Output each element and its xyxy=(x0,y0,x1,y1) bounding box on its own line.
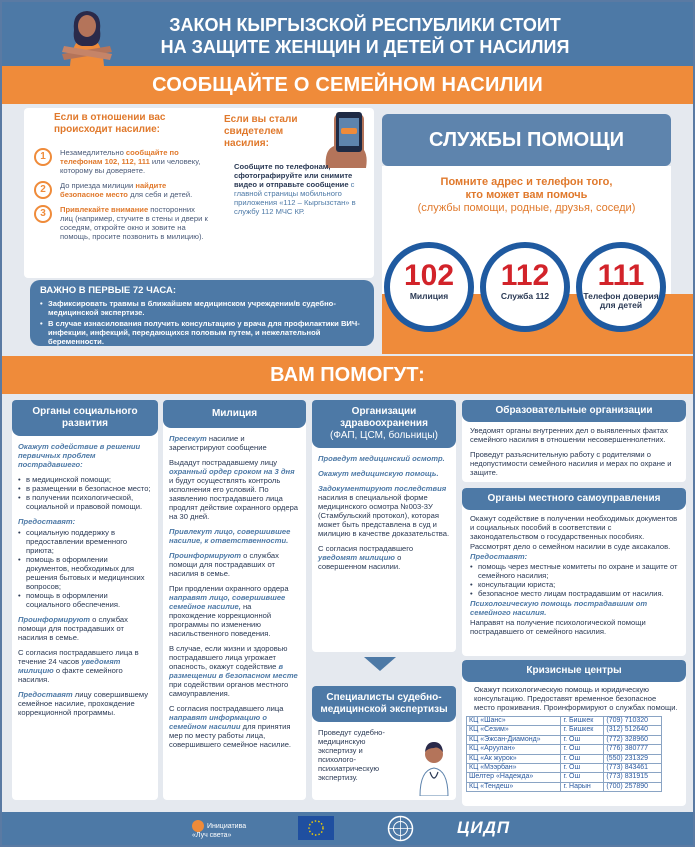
step-text: для себя и детей. xyxy=(127,190,193,199)
page-title xyxy=(120,14,610,58)
center-phone[interactable]: (773) 831915 xyxy=(604,773,662,782)
health-column xyxy=(312,400,456,652)
services-title: СЛУЖБЫ ПОМОЩИ xyxy=(382,114,671,166)
text-highlight: уведомят милицию xyxy=(318,553,395,562)
police-p5 xyxy=(169,584,300,638)
violence-panel xyxy=(24,108,374,278)
text-highlight: направят лицо, совершившее семейное насилие, xyxy=(169,593,286,611)
social-p2: Предоставят: xyxy=(18,517,76,526)
center-phone[interactable]: (776) 380777 xyxy=(604,745,662,754)
doctor-illustration-icon xyxy=(416,736,452,796)
footer-logos xyxy=(2,812,693,845)
text-plain: на прохождение коррекционной программы по изменению насильственного поведения. xyxy=(169,602,272,638)
text-plain: для принятия мер по месту работы лица, совершившего семейное насилие. xyxy=(169,722,292,749)
step-text: посторонних лиц (например, стучите в стены и двери к соседям, откройте окно и зовите на помощь, просите позвонить в милицию). xyxy=(60,205,208,241)
crisis-body xyxy=(462,682,686,716)
police-p7 xyxy=(169,704,300,749)
health-title xyxy=(312,400,456,448)
local-p5: Направят на получение психологической помощи пострадавшего от семейного насилия. xyxy=(470,618,646,636)
crisis-center-row xyxy=(467,745,662,754)
text-highlight: уведомят милицию xyxy=(18,657,121,675)
phone-112-circle xyxy=(480,242,570,332)
phone-111-circle xyxy=(576,242,666,332)
step-highlight: Привлекайте внимание xyxy=(60,205,149,214)
phone-label: Телефон доверия для детей xyxy=(583,291,659,310)
center-name: КЦ «Эжсан-Диамонд» xyxy=(467,735,561,744)
center-city: г. Бишкек xyxy=(561,717,604,726)
important-item: • Зафиксировать травмы в ближайшем медицинском учреждении/в судебно-медицинской экспертизе. xyxy=(40,299,364,317)
step-number: 1 xyxy=(34,148,52,166)
title-line-2: НА ЗАЩИТЕ ЖЕНЩИН И ДЕТЕЙ ОТ НАСИЛИЯ xyxy=(160,37,570,57)
step-2 xyxy=(30,181,210,199)
phone-102-circle xyxy=(384,242,474,332)
police-body xyxy=(163,428,306,761)
step-number: 3 xyxy=(34,205,52,223)
crisis-title: Кризисные центры xyxy=(462,660,686,682)
list-item: • в размещении в безопасное место; xyxy=(18,484,152,493)
center-phone[interactable]: (709) 710320 xyxy=(604,717,662,726)
phone-label: Служба 112 xyxy=(500,291,550,301)
text-plain: о службах помощи для пострадавших от насилия в семье. xyxy=(18,615,128,642)
center-phone[interactable]: (312) 512640 xyxy=(604,726,662,735)
reminder-sub: (службы помощи, родные, друзья, соседи) xyxy=(417,202,636,214)
police-p4 xyxy=(169,551,300,578)
crisis-center-row xyxy=(467,754,662,763)
education-p1: Уведомят органы внутренних дел о выявленных фактах семейного насилия в отношении несовершеннолетних. xyxy=(470,426,668,444)
text-highlight: Проинформируют xyxy=(169,551,241,560)
education-body xyxy=(462,422,686,482)
social-body xyxy=(12,436,158,729)
text-highlight: Задокументируют последствия xyxy=(318,484,447,493)
social-title: Органы социального развития xyxy=(12,400,158,436)
health-body xyxy=(312,448,456,583)
center-name: КЦ «Сезим» xyxy=(467,726,561,735)
police-p3: Привлекут лицо, совершившее насилие, к ответственности. xyxy=(169,527,291,545)
social-development-column xyxy=(12,400,158,800)
list-item: • консультации юриста; xyxy=(470,580,678,589)
step-1 xyxy=(30,148,210,175)
crisis-centers-block xyxy=(462,660,686,806)
list-item: • в получении психологической, социальной и правовой помощи. xyxy=(18,493,152,511)
text-plain: насилия в специальной форме медицинского осмотра №003-3У (Стамбульский протокол), которая может быть представлена в суд и милицию в качестве доказательства. xyxy=(318,493,450,538)
social-p1: Окажут содействие в решении первичных проблем пострадавшего: xyxy=(18,442,141,469)
list-item: • помощь через местные комитеты по охране и защите от семейного насилия; xyxy=(470,562,678,580)
step-text: или человеку, которому вы доверяете. xyxy=(60,157,201,175)
text-highlight: направят информацию о семейном насилии xyxy=(169,713,267,731)
header xyxy=(2,2,693,66)
forensic-title: Специалисты судебно-медицинской экспертизы xyxy=(312,686,456,722)
police-p1 xyxy=(169,434,300,452)
reminder-line: Помните адрес и телефон того, xyxy=(440,176,613,188)
police-title: Милиция xyxy=(163,400,306,428)
education-block xyxy=(462,400,686,482)
witness-heading: Если вы стали свидетелем насилия: xyxy=(224,114,298,149)
forensic-body xyxy=(312,722,402,794)
list-item: • помощь в оформлении социального обеспечения. xyxy=(18,591,152,609)
local-body xyxy=(462,510,686,646)
social-p3 xyxy=(18,615,152,642)
arrow-down-icon xyxy=(364,657,396,671)
text-highlight: Пресекут xyxy=(169,434,207,443)
text-plain: насилие и зарегистрируют сообщение xyxy=(169,434,267,452)
health-subtitle: (ФАП, ЦСМ, больницы) xyxy=(330,430,438,441)
crisis-center-row xyxy=(467,717,662,726)
woman-illustration-icon xyxy=(52,8,122,66)
education-title: Образовательные организации xyxy=(462,400,686,422)
crisis-center-row xyxy=(467,773,662,782)
social-p4 xyxy=(18,648,152,684)
police-p6 xyxy=(169,644,300,698)
text-plain: о службах помощи для пострадавших от насилия в семье. xyxy=(169,551,279,578)
text-highlight: в размещении в безопасном месте xyxy=(169,662,298,680)
center-name: КЦ «Шанс» xyxy=(467,717,561,726)
center-name: КЦ «Аруулан» xyxy=(467,745,561,754)
text-highlight: охранный ордер сроком на 3 дня xyxy=(169,467,295,476)
social-p5 xyxy=(18,690,152,717)
violence-heading: Если в отношении вас происходит насилие: xyxy=(54,112,166,135)
list-item: • в медицинской помощи; xyxy=(18,475,152,484)
step-highlight: найдите безопасное место xyxy=(60,181,167,199)
forensic-column xyxy=(312,686,456,800)
local-p1: Окажут содействие в получении необходимых документов и социальных пособий в соответствии с законодательством о государственных пособиях. xyxy=(470,514,678,541)
crisis-text: Окажут психологическую помощь и юридическую консультацию. Предоставят временное безопасное место проживания. Проинформируют о службах помощи. xyxy=(474,685,678,712)
step-text: Незамедлительно xyxy=(60,148,126,157)
step-highlight: сообщайте по телефонам 102, 112, 111 xyxy=(60,148,179,166)
health-title-text: Организации здравоохранения xyxy=(340,406,428,429)
social-list-2 xyxy=(18,528,152,609)
center-name: КЦ «Тендеш» xyxy=(467,782,561,791)
text-plain: Выдадут пострадавшему лицу xyxy=(169,458,278,467)
phone-hand-icon xyxy=(320,110,370,168)
center-city: г. Ош xyxy=(561,735,604,744)
center-name: КЦ «Ак журок» xyxy=(467,754,561,763)
help-services-panel xyxy=(382,104,693,356)
center-name: КЦ «Мээрбан» xyxy=(467,764,561,773)
phone-number: 112 xyxy=(500,259,550,292)
forensic-text: Проведут судебно-медицинскую экспертизу и психолого-психиатрическую экспертизу. xyxy=(318,728,385,782)
step-3 xyxy=(30,205,210,241)
text-plain: С согласия пострадавшего лица xyxy=(169,704,284,713)
phone-label: Милиция xyxy=(409,291,449,301)
text-plain: и будут осуществлять контроль исполнения его условий. По заявлению пострадавшего лица продлят действие охранного ордера на 30 дней. xyxy=(169,476,299,521)
list-item: • помощь в оформлении документов, необходимых для решения бытовых и медицинских вопросов; xyxy=(18,555,152,591)
text-plain: С согласия пострадавшего лица в течение 24 часов xyxy=(18,648,139,666)
steps-list xyxy=(30,148,210,247)
crisis-center-row xyxy=(467,735,662,744)
cidp-logo: ЦИДП xyxy=(457,818,511,837)
center-city: г. Нарын xyxy=(561,782,604,791)
center-city: г. Ош xyxy=(561,745,604,754)
text-plain: лицу совершившему семейное насилие, прохождение коррекционной программы. xyxy=(18,690,148,717)
list-item: • социальную поддержку в предоставлении временного приюта; xyxy=(18,528,152,555)
center-phone[interactable]: (700) 257890 xyxy=(604,782,662,791)
text-plain: В случае, если жизни и здоровью пострадавшего лица угрожает опасность, окажут содействие xyxy=(169,644,288,671)
text-plain: о факте семейного насилия. xyxy=(18,666,123,684)
local-title: Органы местного самоуправления xyxy=(462,488,686,510)
center-city: г. Ош xyxy=(561,773,604,782)
health-p3 xyxy=(318,484,450,538)
reminder-line: кто может вам помочь xyxy=(465,189,588,201)
text-plain: С согласия пострадавшего xyxy=(318,544,414,553)
center-city: г. Ош xyxy=(561,754,604,763)
local-p2: Рассмотрят дело о семейном насилии в суде аксакалов. xyxy=(470,542,671,551)
crisis-centers-table xyxy=(466,716,662,792)
local-p4: Психологическую помощь пострадавшим от семейного насилия. xyxy=(470,599,648,617)
important-title: ВАЖНО В ПЕРВЫЕ 72 ЧАСА: xyxy=(40,285,177,296)
text-highlight: Предоставят xyxy=(18,690,73,699)
text-plain: о совершенном насилии. xyxy=(318,553,402,571)
crisis-center-row xyxy=(467,782,662,791)
witness-text xyxy=(234,162,364,216)
center-name: Шелтер «Надежда» xyxy=(467,773,561,782)
phone-number: 102 xyxy=(403,259,455,292)
important-list xyxy=(40,299,364,346)
witness-text-plain: с главной страницы мобильного приложения «112 – Кыргызстан» в службу 112 МЧС КР. xyxy=(234,180,356,216)
text-plain: при содействии органов местного самоуправления. xyxy=(169,680,289,698)
report-banner: СООБЩАЙТЕ О СЕМЕЙНОМ НАСИЛИИ xyxy=(2,66,693,104)
local-p3: Предоставят: xyxy=(470,552,528,561)
local-government-block xyxy=(462,488,686,656)
step-number: 2 xyxy=(34,181,52,199)
services-reminder xyxy=(392,176,661,215)
important-item: • В случае изнасилования получить консультацию у врача для профилактики ВИЧ-инфекции, инфекций, передающихся половым путем, и нежелательной беременности. xyxy=(40,319,364,346)
center-city: г. Ош xyxy=(561,764,604,773)
center-phone[interactable]: (773) 843461 xyxy=(604,764,662,773)
logo-text: Инициатива «Луч света» xyxy=(192,822,247,839)
center-city: г. Бишкек xyxy=(561,726,604,735)
health-p1: Проведут медицинский осмотр. xyxy=(318,454,445,463)
center-phone[interactable]: (772) 328960 xyxy=(604,735,662,744)
crisis-center-row xyxy=(467,764,662,773)
center-phone[interactable]: (550) 231329 xyxy=(604,754,662,763)
police-column xyxy=(163,400,306,800)
local-list xyxy=(470,562,678,598)
eu-flag-icon xyxy=(298,816,334,840)
step-text: До приезда милиции xyxy=(60,181,136,190)
help-banner: ВАМ ПОМОГУТ: xyxy=(2,356,693,394)
witness-text-bold: Сообщите по телефонам, сфотографируйте или снимите видео и отправьте сообщение xyxy=(234,162,353,189)
police-p2 xyxy=(169,458,300,521)
crisis-center-row xyxy=(467,726,662,735)
social-list-1 xyxy=(18,475,152,511)
text-highlight: Проинформируют xyxy=(18,615,90,624)
luch-sveta-logo xyxy=(192,820,262,840)
phone-number: 111 xyxy=(597,259,645,292)
important-72h-box xyxy=(30,280,374,346)
title-line-1: ЗАКОН КЫРГЫЗСКОЙ РЕСПУБЛИКИ СТОИТ xyxy=(169,15,561,35)
un-emblem-icon xyxy=(387,815,414,842)
health-p2: Окажут медицинскую помощь. xyxy=(318,469,439,478)
text-plain: При продлении охранного ордера xyxy=(169,584,289,593)
health-p4 xyxy=(318,544,450,571)
sun-icon xyxy=(192,820,204,832)
education-p2: Проведут разъяснительную работу с родителями о недопустимости семейного насилия и мерах по охране и защите. xyxy=(470,450,672,477)
list-item: • безопасное место лицам пострадавшим от насилия. xyxy=(470,589,678,598)
